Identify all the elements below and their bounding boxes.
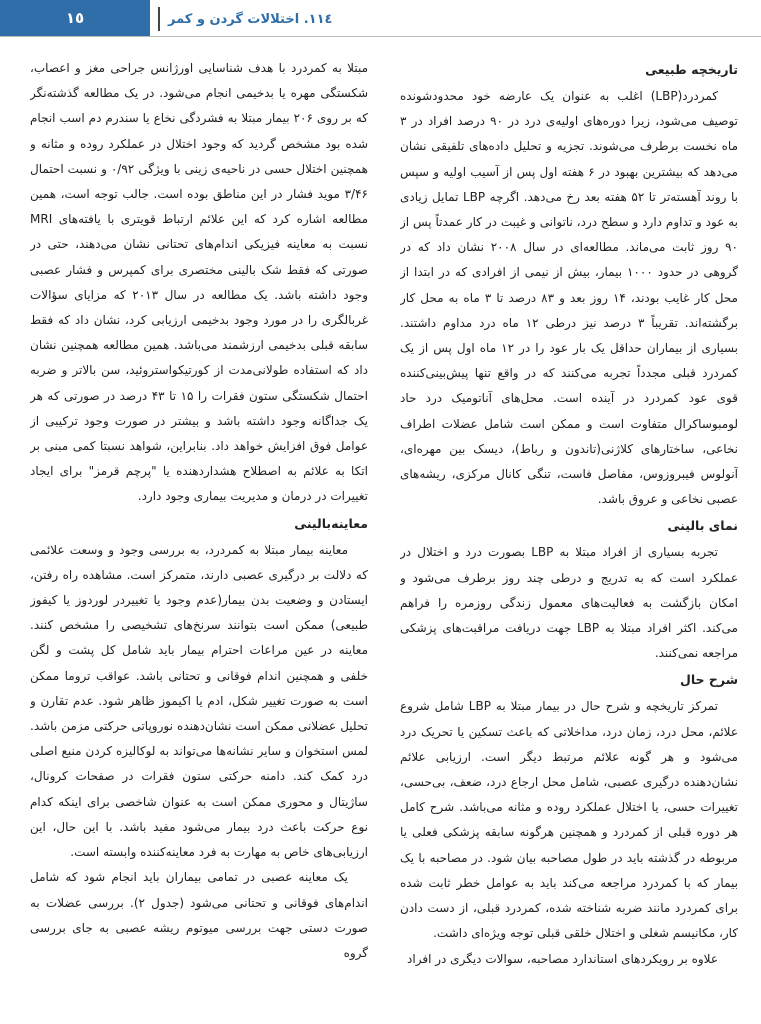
history-heading: شرح حال xyxy=(680,672,738,688)
page-number: ١٥ xyxy=(0,0,150,36)
continued-paragraph: مبتلا به کمردرد با هدف شناسایی اورژانس جراحی مغز و اعصاب، شکستگی مهره یا بدخیمی انجام می‌شود. در یک مطالعه گذشته‌نگر که بر روی ۲۰۶ بیمار مبتلا به فشردگی نخاع یا سندرم دم اسب انجام شده بود مشخص گردید که وجود اختلال در عملکرد روده و مثانه و همچنین اختلال حسی در ناحیه‌ی زینی با ویژگی ۰/۹۲ و نسبت احتمال ۳/۴۶ موید فشار در این مناطق بوده است. جالب توجه است، همین مطالعه اشاره کرد که این علائم ارتباط قویتری با یافته‌های MRI نسبت به معاینه فیزیکی اندام‌های تحتانی نشان می‌دهند، حتی در صورتی که فقط شک بالینی مختصری برای کمپرس و فشار عصبی وجود داشته باشد. یک مطالعه در سال ۲۰۱۳ که مزایای سؤالات غربالگری را در مورد وجود بدخیمی ارزیابی کرد، نشان داد که فقط سابقه قبلی بدخیمی ارزشمند می‌باشد. همین مطالعه همچنین نشان داد که استفاده طولانی‌مدت از کورتیکواستروئید، سن بالاتر و ضربه احتمال شکستگی ستون فقرات را ۱۵ تا ۴۳ درصد در صورتی که هر یک جداگانه وجود داشته باشد و بیشتر در صورت وجود ترکیبی از عوامل فوق افزایش خواهد داد. بنابراین، شواهد نسبتا کمی مبنی بر اتکا به علائم به اصطلاح هشداردهنده یا "پرچم قرمز" برای ایجاد تغییرات در درمان و مدیریت بیماری وجود دارد. xyxy=(30,61,368,504)
page-header xyxy=(0,0,761,37)
natural-history-paragraph: کمردرد(LBP) اغلب به عنوان یک عارضه خود محدودشونده توصیف می‌شود، زیرا دوره‌های اولیه‌ی درد در ۹۰ درصد افراد در ۳ ماه نخست برطرف می‌شوند. تجزیه و تحلیل داده‌های تلفیقی نشان می‌دهد که بیشترین بهبود در ۶ هفته اول پس از آسیب اولیه و سپس با روند آهسته‌تر تا ۵۲ هفته بعد رخ می‌دهد. اگرچه LBP تمایل زیادی به عود و تداوم دارد و سطح درد، ناتوانی و غیبت در کار عمدتاً پس از ۹۰ روز ثابت می‌ماند. مطالعه‌ای در سال ۲۰۰۸ نشان داد که در گروهی در حدود ۱۰۰۰ بیمار، بیش از نیمی از افرادی که در ابتدا از محل کار غایب بودند، ۱۴ روز بعد و ۸۳ درصد تا ۳ ماه به محل کار برگشته‌اند. تقریباً ۳ درصد نیز درطی ۱۲ ماه درد مداوم داشتند. بسیاری از بیماران حداقل یک بار عود را در ۱۲ ماه اول پس از یک کمردرد قبلی مجدداً تجربه می‌کنند که در واقع تنها پیش‌بینی‌کننده قوی عود کمردرد در آینده است. محل‌های آناتومیک درد حاد لومبوساکرال متفاوت است و ممکن است شامل عضلات اطراف نخاعی، ساختارهای کلاژنی(تاندون و رباط)، دیسک بین مهره‌ای، آنولوس فیبروزوس، مفاصل فاست، تنگی کانال مرکزی، ریشه‌های عصبی نخاعی و عروق باشد. xyxy=(400,89,738,507)
left-column xyxy=(30,56,368,1020)
clinical-presentation-paragraph: تجربه بسیاری از افراد مبتلا به LBP بصورت درد و اختلال در عملکرد است که به تدریج و درطی چند روز برطرف می‌شود و امکان بازگشت به فعالیت‌های معمول زندگی روزمره را فراهم می‌کند. اکثر افراد مبتلا به LBP جهت دریافت مراقبت‌های پزشکی مراجعه نمی‌کنند. xyxy=(400,545,738,661)
clinical-exam-paragraph: معاینه بیمار مبتلا به کمردرد، به بررسی وجود و وسعت علائمی که دلالت بر درگیری عصبی دارند، متمرکز است. مشاهده راه رفتن، ایستادن و وضعیت بدن بیمار(عدم وجود یا تغییردر لوردوز یا کیفوز طبیعی) ممکن است بتوانند سرنخ‌های تشخیصی را مشخص کنند. معاینه در عین مراعات احترام بیمار باید شامل کل پشت و لگن خلفی و همچنین اندام فوقانی و تحتانی باشد. عواقب تروما ممکن است به صورت تغییر شکل، ادم یا اکیموز ظاهر شود. عدم تقارن و تحلیل عضلانی ممکن است نشان‌دهنده نوروپاتی حرکتی مزمن باشد. لمس استخوان و سایر نشانه‌ها می‌تواند به لوکالیزه کردن منبع اصلی درد کمک کند. دامنه حرکتی ستون فقرات در صفحات کرونال، ساژیتال و محوری ممکن است به عنوان شاخصی برای اینکه کدام نوع حرکت باعث درد بیمار می‌شود مفید باشد. با این حال، این ارزیابی‌های خاص به مهارت به فرد معاینه‌کننده وابسته است. xyxy=(30,542,368,860)
neuro-exam-paragraph: یک معاینه عصبی در تمامی بیماران باید انجام شود که شامل اندام‌های فوقانی و تحتانی می‌شود (جدول ۲). بررسی عضلات به صورت دستی جهت بررسی میوتوم ریشه عصبی به جای بررسی گروه xyxy=(30,870,368,960)
natural-history-heading: تاریخچه طبیعی xyxy=(645,62,738,77)
history-paragraph: تمرکز تاریخچه و شرح حال در بیمار مبتلا به LBP شامل شروع علائم، محل درد، زمان درد، مداخلاتی که باعث تسکین یا تحریک درد می‌شود و هر گونه علائم مرتبط دیگر است. ارزیابی علائم نشان‌دهنده درگیری عصبی، شامل محل ارجاع درد، ضعف، بی‌حسی، تغییرات حسی، یا اختلال عملکرد روده و مثانه می‌باشد. شرح کامل هر دوره قبلی از کمردرد و همچنین هرگونه سابقه پزشکی فعلی یا مربوطه در گذشته باید در طول مصاحبه بیان شود. در مصاحبه با یک بیمار که با کمردرد مراجعه می‌کند باید به عوامل خطر ثابت شده برای کمردرد مانند ضربه شناخته شده، کمردرد قبلی، از دست دادن کار، مکانیسم شغلی و اختلال خلقی قبلی توجه ویژه‌ای داشت. xyxy=(400,699,738,941)
history-paragraph-continued: علاوه بر رویکردهای استاندارد مصاحبه، سوالات دیگری در افراد xyxy=(407,951,718,966)
clinical-presentation-heading: نمای بالینی xyxy=(667,518,738,534)
right-column xyxy=(400,56,738,1020)
clinical-exam-heading: معاینه‌بالینی xyxy=(294,515,368,531)
chapter-title: ١١٤. اختلالات گردن و کمر xyxy=(158,7,332,31)
